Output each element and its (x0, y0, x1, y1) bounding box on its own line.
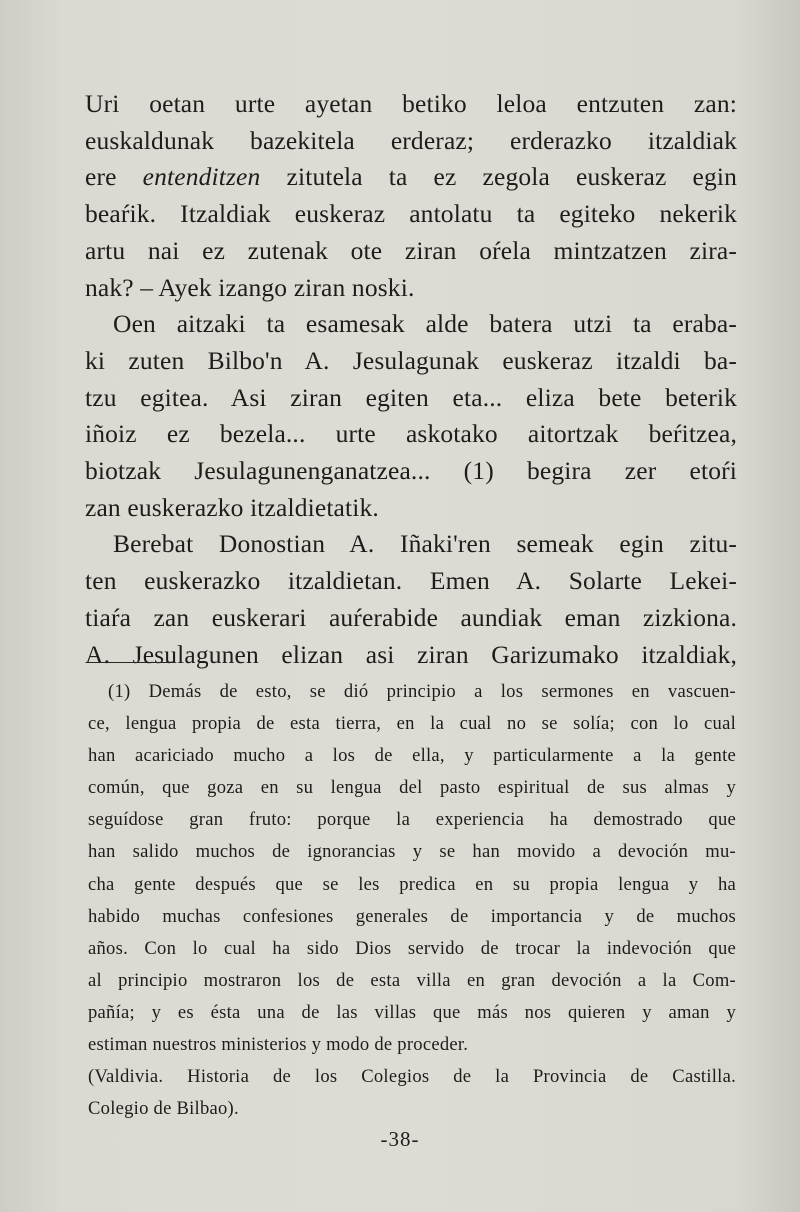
italic-word: entenditzen (142, 162, 261, 192)
text-line-with-italic (85, 159, 737, 196)
text-line: Oen aitzaki ta esamesak alde batera utzi ta eraba- (113, 309, 737, 339)
footnote-line: pañía; y es ésta una de las villas que más nos quieren y aman y (88, 1001, 736, 1023)
footnote-citation-line: Colegio de Bilbao). (88, 1098, 239, 1120)
text-line: tiaŕa zan euskerari auŕerabide aundiak eman zizkiona. (85, 602, 737, 632)
text-line: artu nai ez zutenak ote ziran oŕela mintzatzen zira- (85, 235, 737, 265)
text-line: A. Jesulagunen elizan asi ziran Garizumako itzaldiak, (85, 639, 737, 669)
text-fragment: zitutela ta ez zegola euskeraz egin (286, 162, 737, 192)
text-line: zan euskerazko itzaldietatik. (85, 492, 379, 522)
footnote-line: al principio mostraron los de esta villa en gran devoción a la Com- (88, 969, 736, 991)
main-text-body (85, 86, 737, 673)
footnote-line: seguídose gran fruto: porque la experiencia ha demostrado que (88, 809, 736, 831)
footnote-line: han acariciado mucho a los de ella, y particularmente a la gente (88, 745, 736, 767)
footnote-line: ce, lengua propia de esta tierra, en la cual no se solía; con lo cual (88, 713, 736, 735)
text-line: tzu egitea. Asi ziran egiten eta... eliza bete beterik (85, 382, 737, 412)
text-line: iñoiz ez bezela... urte askotako aitortzak beŕitzea, (85, 419, 737, 449)
text-line: beaŕik. Itzaldiak euskeraz antolatu ta egiteko nekerik (85, 199, 737, 229)
text-line: Uri oetan urte ayetan betiko leloa entzuten zan: (85, 89, 737, 118)
page-number: -38- (380, 1127, 420, 1151)
footnote-line: (1) Demás de esto, se dió principio a los sermones en vascuen- (108, 681, 736, 702)
text-fragment: ere (85, 162, 117, 192)
text-line: Berebat Donostian A. Iñaki'ren semeak egin zitu- (113, 529, 737, 559)
footnote-citation-line: (Valdivia. Historia de los Colegios de la Provincia de Castilla. (88, 1066, 736, 1088)
footnote-line: estiman nuestros ministerios y modo de proceder. (88, 1034, 469, 1056)
text-line: biotzak Jesulagunenganatzea... (1) begira zer etoŕi (85, 456, 737, 486)
footnote-line: cha gente después que se les predica en su propia lengua y ha (88, 873, 736, 895)
footnote-line: común, que goza en su lengua del pasto espiritual de sus almas y (88, 777, 736, 799)
footnote-line: habido muchas confesiones generales de importancia y de muchos (88, 905, 736, 927)
footnote-separator-rule (88, 662, 175, 663)
footnote-line: años. Con lo cual ha sido Dios servido de trocar la indevoción que (88, 937, 736, 959)
text-line: nak? – Ayek izango ziran noski. (85, 272, 415, 302)
text-line: ten euskerazko itzaldietan. Emen A. Solarte Lekei- (85, 566, 737, 596)
footnote-line: han salido muchos de ignorancias y se han movido a devoción mu- (88, 841, 736, 863)
text-line: euskaldunak bazekitela erderaz; erderazko itzaldiak (85, 125, 737, 155)
footnote (88, 676, 736, 1125)
text-line: ki zuten Bilbo'n A. Jesulagunak euskeraz itzaldi ba- (85, 345, 737, 375)
